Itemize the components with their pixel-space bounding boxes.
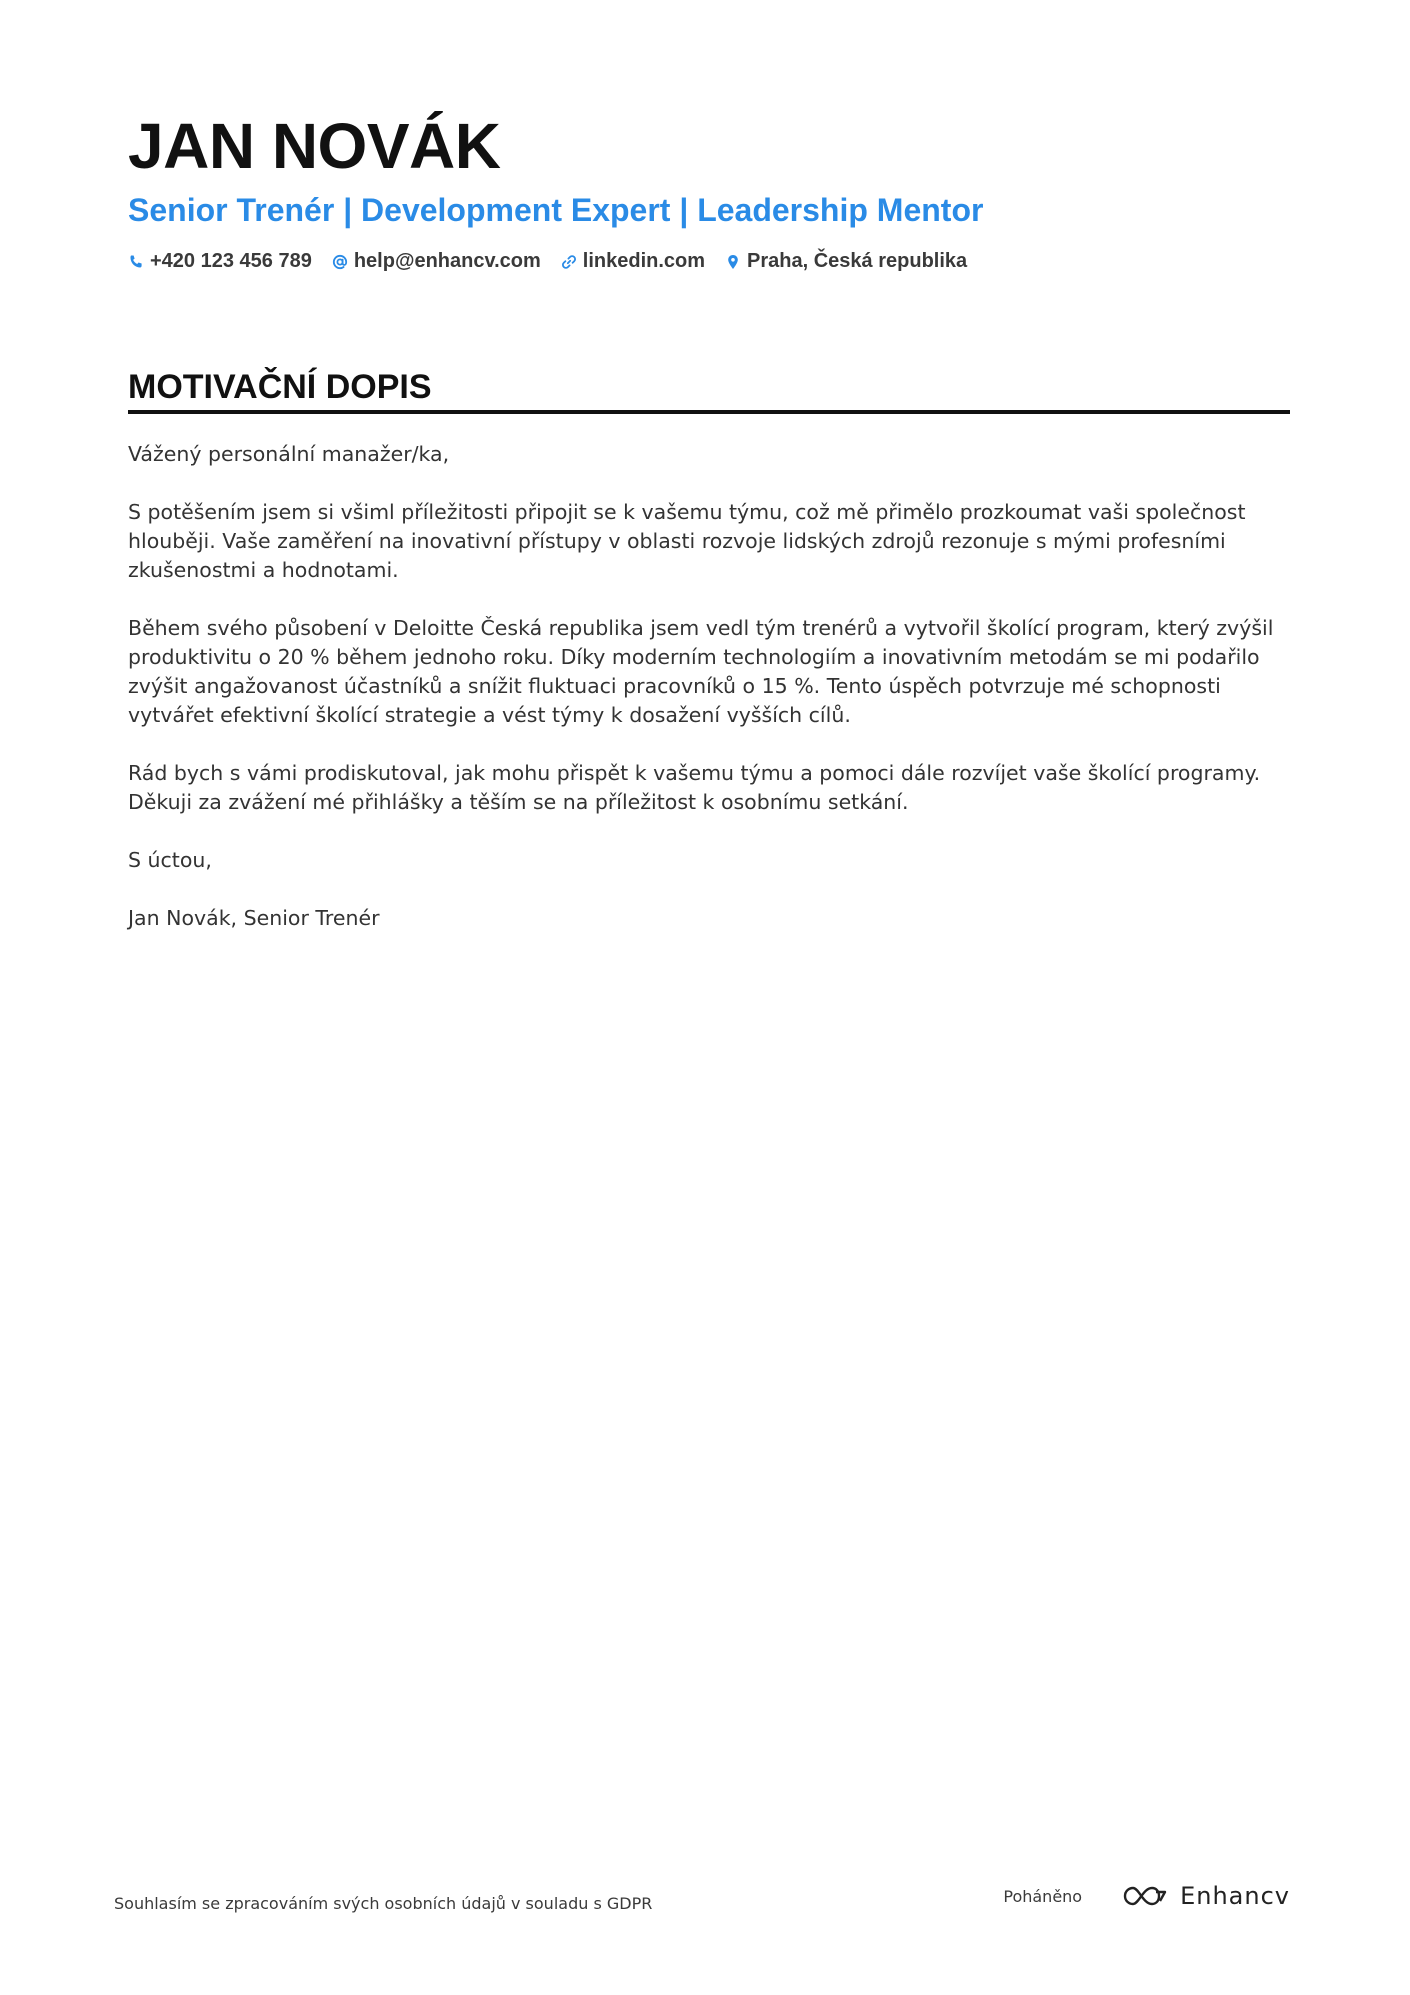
gdpr-consent: Souhlasím se zpracováním svých osobních údajů v souladu s GDPR [114,1894,653,1913]
contact-phone [128,250,312,273]
at-icon [332,254,348,270]
powered-by-label: Poháněno [1003,1886,1083,1906]
cover-letter-page [128,110,1290,930]
footer-brand [1003,1882,1290,1910]
letter-signature: Jan Novák, Senior Trenér [128,906,380,930]
contact-linkedin-text: linkedin.com [582,250,706,272]
letter-paragraph: Během svého působení v Deloitte Česká republika jsem vedl tým trenérů a vytvořil školící program, který zvýšil produktivitu o 20 % během jednoho roku. Díky moderním technologiím a inovativním metodám se mi podařilo zvýšit angažovanost účastníků a snížit fluktuaci pracovníků o 15 %. Tento úspěch potvrzuje mé schopnosti vytvářet efektivní školící strategie a vést týmy k dosažení vyšších cílů. [128,616,1274,727]
phone-icon [128,254,144,270]
letter-body [128,440,1290,962]
link-icon [561,254,577,270]
contact-location-text: Praha, Česká republika [747,250,968,272]
candidate-headline: Senior Trenér | Development Expert | Leadership Mentor [128,192,984,228]
contact-email-text: help@enhancv.com [353,250,541,272]
enhancv-logo-icon [1122,1884,1168,1908]
location-icon [725,254,741,270]
enhancv-logo[interactable] [1122,1882,1290,1910]
letter-salutation: Vážený personální manažer/ka, [128,442,450,466]
contact-row [128,250,1290,273]
contact-email[interactable] [332,250,541,273]
candidate-name: JAN NOVÁK [128,110,501,182]
letter-paragraph: S potěšením jsem si všiml příležitosti připojit se k vašemu týmu, což mě přimělo prozkoumat vaši společnost hlouběji. Vaše zaměření na inovativní přístupy v oblasti rozvoje lidských zdrojů rezonuje s mými profesními zkušenostmi a hodnotami. [128,500,1246,582]
brand-name: Enhancv [1180,1882,1290,1910]
letter-paragraph: Rád bych s vámi prodiskutoval, jak mohu přispět k vašemu týmu a pomoci dále rozvíjet vaše školící programy. Děkuji za zvážení mé přihlášky a těším se na příležitost k osobnímu setkání. [128,761,1261,814]
section-title: MOTIVAČNÍ DOPIS [128,366,1290,414]
letter-closing: S úctou, [128,848,212,872]
contact-phone-text: +420 123 456 789 [150,250,312,272]
contact-linkedin[interactable] [561,250,705,273]
contact-location [725,250,967,273]
